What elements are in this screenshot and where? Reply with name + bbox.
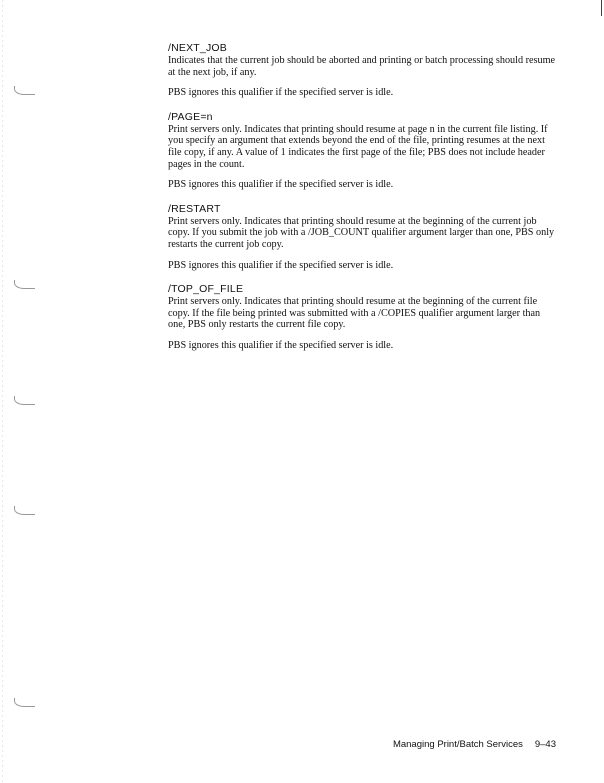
qualifier-section — [168, 42, 558, 99]
page-number: 9–43 — [534, 739, 556, 750]
margin-mark — [14, 280, 35, 289]
margin-mark — [14, 396, 35, 405]
binding-edge — [2, 0, 3, 783]
margin-mark — [14, 86, 35, 95]
main-content — [168, 42, 558, 364]
qualifier-heading: /NEXT_JOB — [168, 42, 227, 54]
qualifier-description: Print servers only. Indicates that printing should resume at the beginning of the current file copy. If the file being printed was submitted with a /COPIES qualifier argument larger than one, PBS only restarts the current file copy. — [168, 296, 541, 331]
qualifier-section — [168, 203, 558, 271]
qualifier-section — [168, 111, 558, 191]
qualifier-note: PBS ignores this qualifier if the specified server is idle. — [168, 339, 394, 351]
qualifier-description: Print servers only. Indicates that printing should resume at the beginning of the current job copy. If you submit the job with a /JOB_COUNT qualifier argument larger than one, PBS only restarts the current job copy. — [168, 215, 555, 250]
qualifier-description: Indicates that the current job should be aborted and printing or batch processing should resume at the next job, if any. — [168, 55, 556, 78]
qualifier-description: Print servers only. Indicates that printing should resume at page n in the current file listing. If you specify an argument that extends beyond the end of the file, printing resumes at the next file copy, if any. A value of 1 indicates the first page of the file; PBS does not include header pages in the count. — [168, 123, 548, 170]
footer-title: Managing Print/Batch Services — [392, 739, 523, 750]
page-footer — [393, 739, 556, 750]
margin-mark — [14, 698, 35, 707]
qualifier-note: PBS ignores this qualifier if the specified server is idle. — [168, 259, 394, 271]
margin-mark — [14, 506, 35, 515]
qualifier-note: PBS ignores this qualifier if the specified server is idle. — [168, 179, 394, 191]
page-edge-mark — [601, 0, 602, 16]
qualifier-note: PBS ignores this qualifier if the specified server is idle. — [168, 87, 394, 99]
qualifier-heading: /PAGE=n — [168, 110, 213, 123]
qualifier-heading: /TOP_OF_FILE — [168, 283, 244, 296]
qualifier-section — [168, 283, 558, 351]
qualifier-heading: /RESTART — [168, 202, 221, 215]
